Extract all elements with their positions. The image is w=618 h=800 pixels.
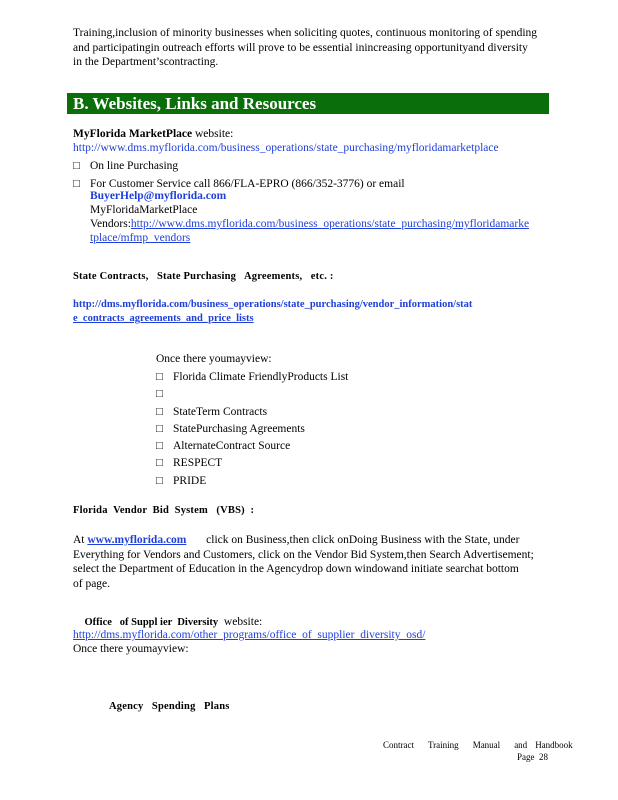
climate-products-item: Florida Climate FriendlyProducts List [173, 371, 349, 383]
bullet-icon: □ [156, 405, 163, 418]
bullet-icon: □ [156, 422, 163, 435]
marketplace-url-line [73, 141, 553, 156]
bullet-icon: □ [73, 160, 80, 172]
vbs-line-2: Everything for Vendors and Customers, click on the Vendor Bid System,then Search Advertisement; [73, 548, 534, 561]
intro-line-1: Training,inclusion of minority businesses when soliciting quotes, continuous monitoring of spending [73, 27, 538, 39]
page-number: Page 28 [517, 752, 548, 762]
footer-word-4: and [514, 740, 528, 750]
list-item [156, 387, 348, 404]
supplier-suffix: website: [218, 615, 263, 628]
list-item [156, 456, 348, 473]
myflorida-link[interactable]: www.myflorida.com [87, 534, 187, 546]
supplier-view-intro: Once there youmayview: [73, 643, 189, 655]
vendors-prefix: Vendors: [90, 218, 131, 230]
list-item [156, 474, 348, 491]
contracts-view-list [156, 370, 348, 491]
marketplace-service-item: For Customer Service call 866/FLA-EPRO (866/352-3776) or email [90, 178, 405, 190]
marketplace-email-line [90, 189, 226, 204]
list-item [156, 439, 348, 456]
intro-line-3: in the Department’scontracting. [73, 56, 219, 68]
contracts-url-line-2 [73, 312, 280, 327]
marketplace-vendors-line [90, 217, 560, 232]
agency-spending-heading: Agency Spending Plans [109, 701, 230, 712]
marketplace-vendors-line-2 [90, 231, 190, 246]
supplier-heading: Office of Suppl ier Diversity [84, 616, 219, 628]
bullet-icon: □ [73, 178, 80, 190]
state-contracts-heading: State Contracts, State Purchasing Agreements, etc. : [73, 271, 334, 282]
list-item [156, 405, 348, 422]
vendors-url-link-part2[interactable]: tplace/mfmp_vendors [90, 232, 191, 244]
section-heading-banner: B. Websites, Links and Resources [67, 93, 549, 114]
list-item [156, 422, 348, 439]
vbs-line-1-rest: click on Business,then click onDoing Business with the State, under [200, 534, 520, 546]
buyerhelp-email-link[interactable]: BuyerHelp@myflorida.com [90, 190, 227, 202]
state-purchasing-agreements-item: StatePurchasing Agreements [173, 422, 305, 435]
state-term-contracts-item: StateTerm Contracts [173, 405, 268, 418]
contracts-url-line-1 [73, 298, 472, 313]
bullet-icon: □ [156, 440, 163, 453]
vbs-paragraph [73, 533, 553, 591]
intro-paragraph [73, 26, 553, 70]
marketplace-name-line: MyFloridaMarketPlace [90, 204, 198, 216]
vbs-at: At [73, 534, 88, 546]
marketplace-label-line [73, 127, 553, 142]
intro-line-2: and participatingin outreach efforts will prove to be essential inincreasing opportunityand diversity [73, 41, 528, 54]
bullet-icon: □ [156, 388, 163, 401]
marketplace-online-item: On line Purchasing [90, 160, 179, 172]
vbs-line-1 [73, 533, 553, 548]
footer-word-1: Contract [383, 740, 414, 750]
footer-word-5: Handbook [535, 740, 573, 750]
list-item [73, 159, 178, 174]
vbs-heading: Florida Vendor Bid System (VBS) : [73, 505, 255, 516]
alternate-contract-source-item: AlternateContract Source [173, 440, 291, 453]
pride-item: PRIDE [173, 474, 207, 487]
marketplace-label: MyFlorida MarketPlace [73, 128, 193, 140]
vbs-line-3: select the Department of Education in the Agencydrop down windowand initiate searchat bottom [73, 563, 519, 575]
respect-item: RESPECT [173, 457, 223, 470]
marketplace-url-link[interactable]: http://www.dms.myflorida.com/business_operations/state_purchasing/myfloridamarketplace [73, 142, 499, 154]
contracts-view-intro: Once there youmayview: [156, 353, 272, 365]
contracts-url-link-part1[interactable]: http://dms.myflorida.com/business_operations/state_purchasing/vendor_information/stat [73, 299, 473, 310]
supplier-url-link[interactable]: http://dms.myflorida.com/other_programs/office_of_supplier_diversity_osd/ [73, 629, 426, 641]
footer-word-2: Training [428, 740, 459, 750]
footer-title [383, 739, 573, 751]
supplier-url-line [73, 628, 425, 643]
vendors-url-link-part1[interactable]: http://www.dms.myflorida.com/business_operations/state_purchasing/myfloridamarke [130, 218, 530, 230]
bullet-icon: □ [156, 474, 163, 487]
contracts-url-link-part2[interactable]: e_contracts_agreements_and_price_lists [73, 313, 254, 324]
footer-word-3: Manual [472, 740, 501, 750]
marketplace-suffix: website: [192, 128, 234, 140]
bullet-icon: □ [156, 371, 163, 383]
list-item [156, 370, 348, 387]
vbs-line-4: of page. [73, 577, 111, 590]
bullet-icon: □ [156, 457, 163, 470]
